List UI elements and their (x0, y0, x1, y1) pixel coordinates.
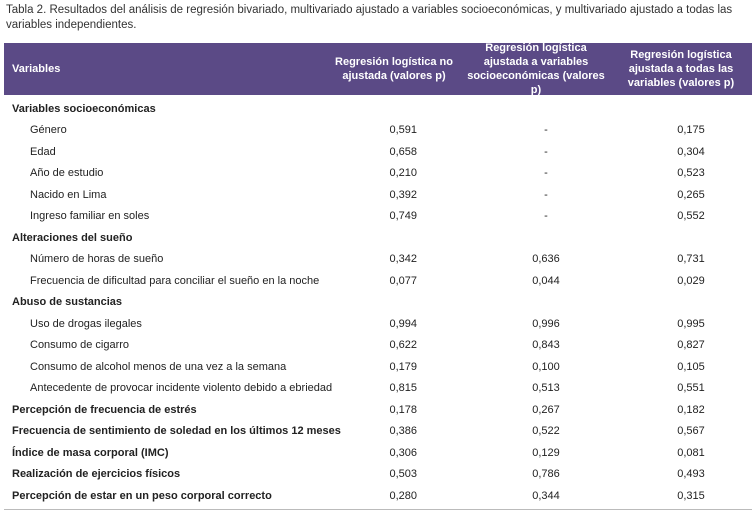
table-row (4, 442, 752, 464)
row-label: Antecedente de provocar incidente violento debido a ebriedad (30, 382, 333, 395)
row-label: Género (30, 124, 67, 137)
table-row (4, 98, 752, 120)
cell-adjusted-socio: 0,100 (532, 360, 560, 373)
cell-adjusted-socio: 0,786 (532, 468, 560, 481)
cell-adjusted-all: 0,265 (677, 188, 705, 201)
cell-adjusted-socio: 0,267 (532, 403, 560, 416)
table-row (4, 421, 752, 443)
cell-adjusted-all: 0,567 (677, 425, 705, 438)
cell-adjusted-all: 0,175 (677, 124, 705, 137)
cell-adjusted-socio: - (544, 124, 548, 137)
row-label: Nacido en Lima (30, 188, 107, 201)
cell-unadjusted: 0,077 (389, 274, 417, 287)
cell-unadjusted: 0,386 (389, 425, 417, 438)
row-label: Frecuencia de sentimiento de soledad en los últimos 12 meses (12, 425, 341, 438)
row-label: Edad (30, 145, 56, 158)
row-label: Variables socioeconómicas (12, 102, 156, 115)
cell-adjusted-all: 0,081 (677, 446, 705, 459)
cell-adjusted-all: 0,523 (677, 167, 705, 180)
row-label: Frecuencia de dificultad para conciliar el sueño en la noche (30, 274, 320, 287)
row-label: Realización de ejercicios físicos (12, 468, 181, 481)
cell-adjusted-socio: 0,344 (532, 489, 560, 502)
table-row (4, 227, 752, 249)
table-row (4, 163, 752, 185)
cell-unadjusted: 0,749 (389, 210, 417, 223)
table-body (4, 95, 752, 507)
cell-adjusted-socio: 0,522 (532, 425, 560, 438)
cell-adjusted-all: 0,731 (677, 253, 705, 266)
cell-adjusted-socio: - (544, 210, 548, 223)
cell-unadjusted: 0,658 (389, 145, 417, 158)
cell-adjusted-socio: - (544, 145, 548, 158)
row-label: Alteraciones del sueño (12, 231, 133, 244)
cell-adjusted-all: 0,493 (677, 468, 705, 481)
row-label: Percepción de estar en un peso corporal correcto (12, 489, 272, 502)
table-row (4, 184, 752, 206)
cell-adjusted-all: 0,995 (677, 317, 705, 330)
table-row (4, 485, 752, 507)
cell-unadjusted: 0,210 (389, 167, 417, 180)
cell-unadjusted: 0,179 (389, 360, 417, 373)
header-unadjusted: Regresión logística no ajustada (valores p) (335, 56, 453, 82)
cell-adjusted-all: 0,304 (677, 145, 705, 158)
cell-adjusted-socio: 0,996 (532, 317, 560, 330)
cell-adjusted-all: 0,827 (677, 339, 705, 352)
cell-unadjusted: 0,591 (389, 124, 417, 137)
header-adjusted-all: Regresión logística ajustada a todas las variables (valores p) (627, 49, 735, 89)
cell-adjusted-all: 0,315 (677, 489, 705, 502)
cell-adjusted-socio: 0,044 (532, 274, 560, 287)
cell-adjusted-all: 0,029 (677, 274, 705, 287)
cell-adjusted-all: 0,551 (677, 382, 705, 395)
row-label: Consumo de cigarro (30, 339, 130, 352)
cell-unadjusted: 0,178 (389, 403, 417, 416)
cell-adjusted-socio: - (544, 188, 548, 201)
row-label: Consumo de alcohol menos de una vez a la semana (30, 360, 287, 373)
table-row (4, 356, 752, 378)
cell-unadjusted: 0,306 (389, 446, 417, 459)
cell-adjusted-socio: - (544, 167, 548, 180)
table-row (4, 249, 752, 271)
table-row (4, 335, 752, 357)
cell-adjusted-socio: 0,513 (532, 382, 560, 395)
header-adjusted-socioeconomic: Regresión logística ajustada a variables socioeconómicas (valores p) (467, 42, 605, 96)
row-label: Número de horas de sueño (30, 253, 164, 266)
cell-unadjusted: 0,994 (389, 317, 417, 330)
table-row (4, 141, 752, 163)
cell-adjusted-all: 0,182 (677, 403, 705, 416)
table-row (4, 120, 752, 142)
table-header (4, 43, 752, 95)
table-caption: Tabla 2. Resultados del análisis de regresión bivariado, multivariado ajustado a variables socioeconómicas, y multivariado ajustado a todas las variables independientes. (6, 4, 733, 31)
cell-unadjusted: 0,392 (389, 188, 417, 201)
cell-unadjusted: 0,280 (389, 489, 417, 502)
row-label: Ingreso familiar en soles (30, 210, 150, 223)
cell-adjusted-socio: 0,129 (532, 446, 560, 459)
header-variables: Variables (12, 63, 61, 75)
cell-unadjusted: 0,622 (389, 339, 417, 352)
cell-adjusted-all: 0,552 (677, 210, 705, 223)
table-row (4, 292, 752, 314)
cell-adjusted-all: 0,105 (677, 360, 705, 373)
cell-unadjusted: 0,342 (389, 253, 417, 266)
cell-unadjusted: 0,815 (389, 382, 417, 395)
row-label: Percepción de frecuencia de estrés (12, 403, 197, 416)
cell-adjusted-socio: 0,843 (532, 339, 560, 352)
row-label: Año de estudio (30, 167, 104, 180)
table-row (4, 464, 752, 486)
table-row (4, 378, 752, 400)
table-row (4, 399, 752, 421)
row-label: Uso de drogas ilegales (30, 317, 142, 330)
row-label: Índice de masa corporal (IMC) (12, 446, 169, 459)
regression-table (4, 43, 752, 510)
cell-adjusted-socio: 0,636 (532, 253, 560, 266)
cell-unadjusted: 0,503 (389, 468, 417, 481)
table-row (4, 270, 752, 292)
table-row (4, 313, 752, 335)
table-row (4, 206, 752, 228)
row-label: Abuso de sustancias (12, 296, 123, 309)
